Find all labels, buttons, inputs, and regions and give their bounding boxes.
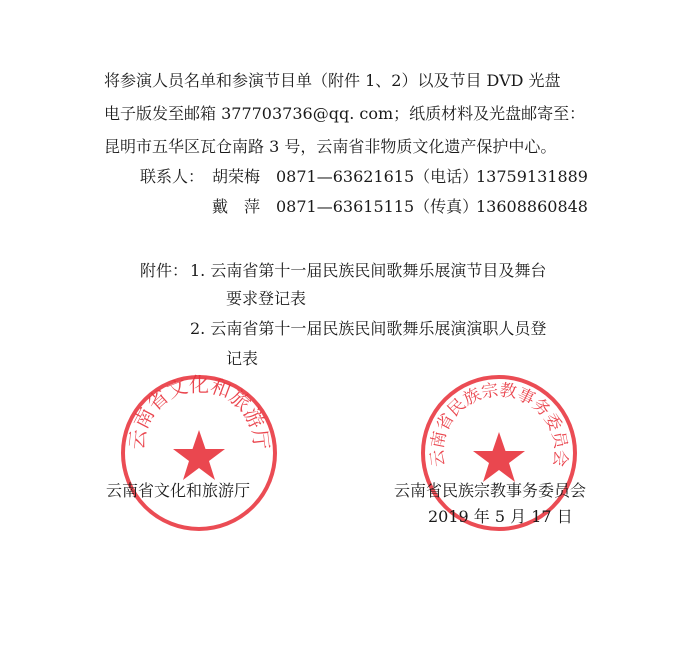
attachment-2-line-1: 2. 云南省第十一届民族民间歌舞乐展演演职人员登 bbox=[190, 319, 547, 338]
attachments-label: 附件： bbox=[140, 261, 189, 280]
right-signature-org: 云南省民族宗教事务委员会 bbox=[394, 481, 587, 500]
paragraph-line-3: 昆明市五华区瓦仓南路 3 号，云南省非物质文化遗产保护中心。 bbox=[104, 137, 557, 156]
contact-1-phone: 0871—63621615（电话） bbox=[276, 167, 479, 186]
contact-label: 联系人： bbox=[140, 167, 205, 186]
contact-2-mobile: 13608860848 bbox=[476, 197, 588, 216]
signature-date: 2019 年 5 月 17 日 bbox=[428, 507, 573, 526]
contact-1-name: 胡荣梅 bbox=[212, 167, 261, 186]
paragraph-line-2: 电子版发至邮箱 377703736@qq. com；纸质材料及光盘邮寄至： bbox=[104, 104, 586, 123]
attachment-1-line-2: 要求登记表 bbox=[226, 289, 307, 308]
left-seal-text: 云南省文化和旅游厅 bbox=[124, 372, 274, 451]
contact-2-name: 戴 萍 bbox=[212, 197, 261, 216]
paragraph-line-1: 将参演人员名单和参演节目单（附件 1、2）以及节目 DVD 光盘 bbox=[104, 71, 561, 90]
attachment-2-line-2: 记表 bbox=[226, 349, 259, 368]
left-official-seal bbox=[118, 372, 280, 534]
contact-2-fax: 0871—63615115（传真） bbox=[276, 197, 479, 216]
star-icon bbox=[473, 432, 525, 482]
left-signature-org: 云南省文化和旅游厅 bbox=[106, 481, 251, 500]
contact-1-mobile: 13759131889 bbox=[476, 167, 588, 186]
attachment-1-line-1: 1. 云南省第十一届民族民间歌舞乐展演节目及舞台 bbox=[190, 261, 547, 280]
star-icon bbox=[173, 430, 225, 480]
right-seal-text: 云南省民族宗教事务委员会 bbox=[427, 380, 571, 468]
